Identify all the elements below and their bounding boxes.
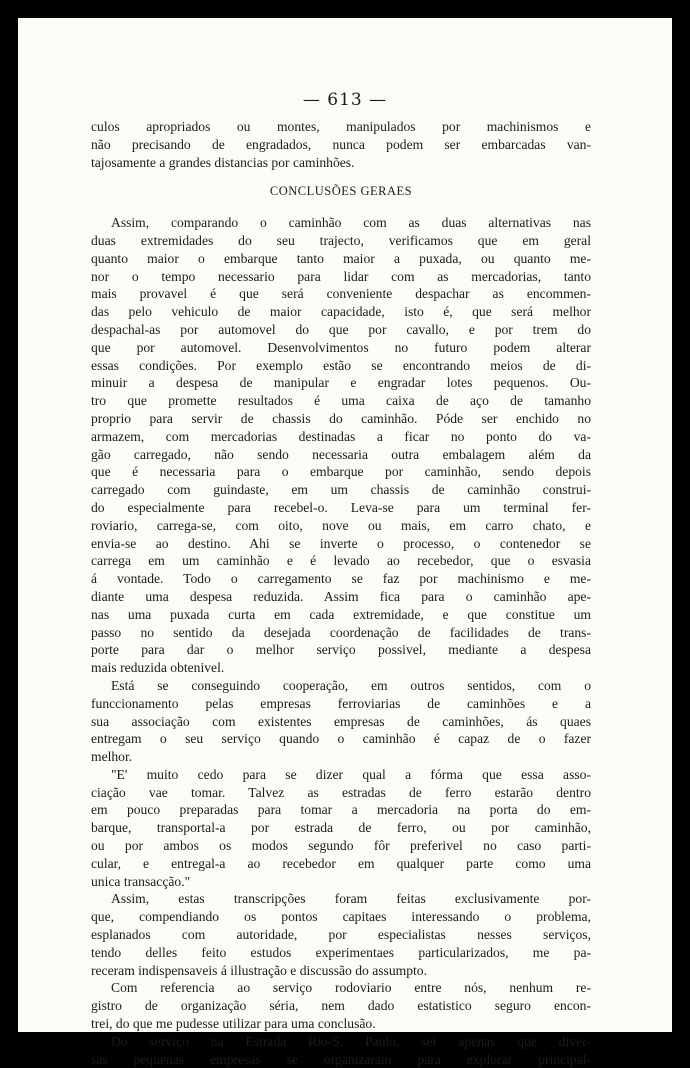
page-text <box>91 118 591 1068</box>
text-line: despachal-as por automovel do que por cavallo, e por trem do <box>91 321 591 337</box>
text-line: em pouco preparadas para tomar a mercadoria na porta do em- <box>91 802 591 818</box>
text-line: que, compendiando os pontos capitaes interessando o problema, <box>91 909 591 925</box>
text-line: á vontade. Todo o carregamento se faz por machinismo e me- <box>91 571 591 587</box>
text-line: gistro de organização séria, nem dado estatistico seguro encon- <box>91 998 591 1014</box>
text-line: envia-se ao destino. Ahi se inverte o processo, o contenedor se <box>91 535 591 551</box>
text-line: esplanados com autoridade, por especialistas nesses serviços, <box>91 927 591 943</box>
text-line: Está se conseguindo cooperação, em outros sentidos, com o <box>111 677 591 693</box>
section-heading: CONCLUSÕES GERAES <box>269 184 413 199</box>
book-page <box>18 18 672 1067</box>
text-line: sas pequenas empresas se organizaram para explorar principal- <box>91 1051 591 1067</box>
text-line: tro que promette resultados é uma caixa de aço de tamanho <box>91 393 591 409</box>
text-line: que por automovel. Desenvolvimentos no futuro podem alterar <box>91 339 591 355</box>
text-line: diante uma despesa reduzida. Assim fica para o caminhão ape- <box>91 588 591 604</box>
text-line: Do serviço na Estrada Rio-S. Paulo, sei apenas que diver- <box>111 1033 591 1049</box>
text-line: gão carregado, não sendo necessaria outra embalagem além da <box>91 446 591 462</box>
text-line: quanto maior o embarque tanto maior a puxada, ou quanto me- <box>91 250 591 266</box>
text-line: nas uma puxada curta em cada extremidade, e que constitue um <box>91 606 591 622</box>
text-line: sua associação com existentes empresas de caminhões, ás quaes <box>91 713 591 729</box>
text-line: receram indispensaveis á illustração e discussão do assumpto. <box>91 962 427 978</box>
text-line: mais provavel é que será conveniente despachar as encommen- <box>91 286 591 302</box>
text-line: roviario, carrega-se, com oito, nove ou mais, em carro chato, e <box>91 517 591 533</box>
text-line: barque, transportal-a por estrada de ferro, ou por caminhão, <box>91 820 591 836</box>
text-line: carregado com guindaste, em um chassis de caminhão construi- <box>91 482 591 498</box>
text-line: entregam o seu serviço quando o caminhão é capaz de o fazer <box>91 731 591 747</box>
text-line: que é necessaria para o embarque por caminhão, sendo depois <box>91 464 591 480</box>
text-line: carrega em um caminhão e é levado ao recebedor, que o esvasia <box>91 553 591 569</box>
text-line: das pelo vehiculo de maior capacidade, isto é, que será melhor <box>91 304 591 320</box>
text-line: tendo delles feito estudos experimentaes particularizados, me pa- <box>91 944 591 960</box>
text-line: Assim, estas transcripções foram feitas exclusivamente por- <box>111 891 591 907</box>
text-line: "E' muito cedo para se dizer qual a fórma que essa asso- <box>111 766 591 782</box>
text-line: tajosamente a grandes distancias por caminhões. <box>91 154 355 170</box>
text-line: Com referencia ao serviço rodoviario entre nós, nenhum re- <box>111 980 591 996</box>
page-number: — 613 — <box>302 90 388 110</box>
text-line: trei, do que me pudesse utilizar para uma conclusão. <box>91 1016 376 1032</box>
text-line: unica transacção." <box>91 873 191 889</box>
text-line: do especialmente para recebel-o. Leva-se para um terminal fer- <box>91 499 591 515</box>
text-line: duas extremidades do seu trajecto, verificamos que em geral <box>91 232 591 248</box>
text-line: minuir a despesa de manipular e engradar lotes pequenos. Ou- <box>91 375 591 391</box>
text-line: ou por ambos os modos segundo fôr preferivel no caso parti- <box>91 838 591 854</box>
text-line: porte para dar o melhor serviço possivel, mediante a despesa <box>91 642 591 658</box>
text-line: não precisando de engradados, nunca podem ser embarcadas van- <box>91 136 591 152</box>
text-line: culos apropriados ou montes, manipulados por machinismos e <box>91 119 591 134</box>
text-line: ciação vae tomar. Talvez as estradas de ferro estarão dentro <box>91 784 591 800</box>
text-line: cular, e entregal-a ao recebedor em qualquer parte como uma <box>91 855 591 871</box>
text-line: armazem, com mercadorias destinadas a ficar no ponto do va- <box>91 428 591 444</box>
text-line: mais reduzida obtenivel. <box>91 660 225 676</box>
text-line: proprio para servir de chassis do caminhão. Póde ser enchido no <box>91 410 591 426</box>
text-line: passo no sentido da desejada coordenação de facilidades de trans- <box>91 624 591 640</box>
text-line: melhor. <box>91 749 133 765</box>
text-line: nor o tempo necessario para lidar com as mercadorias, tanto <box>91 268 591 284</box>
text-line: essas condições. Por exemplo estão se encontrando meios de di- <box>91 357 591 373</box>
text-line: funccionamento pelas empresas ferroviarias de caminhões e a <box>91 695 591 711</box>
text-line: Assim, comparando o caminhão com as duas alternativas nas <box>111 215 591 231</box>
